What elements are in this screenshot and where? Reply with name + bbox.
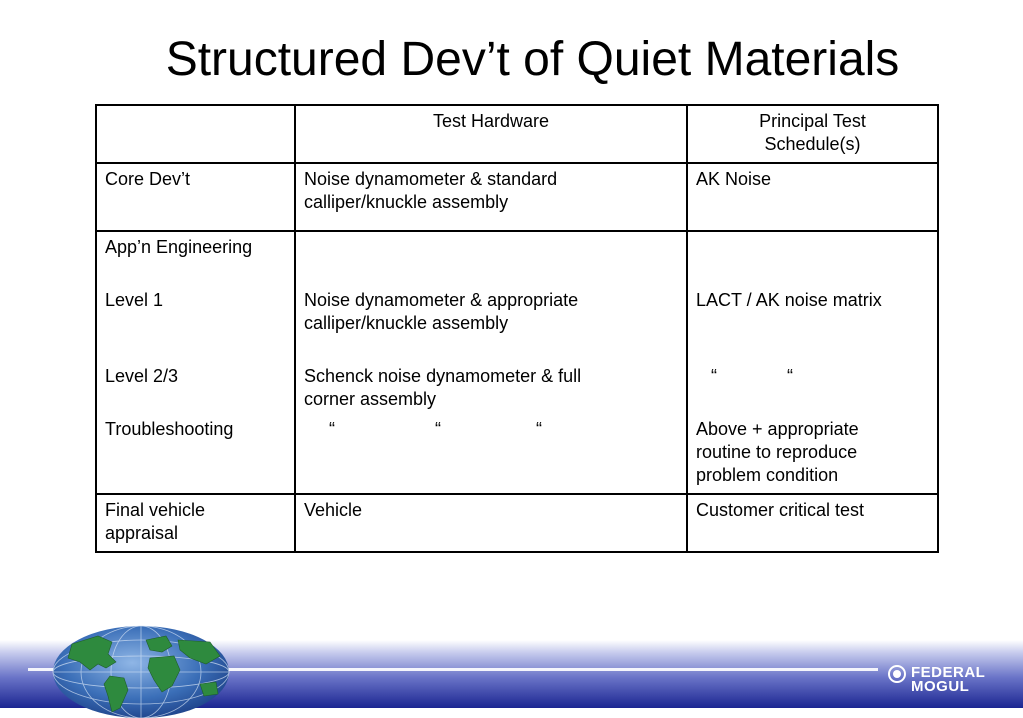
schedule-level-1: LACT / AK noise matrix: [696, 290, 882, 310]
header-schedule-label: Principal Test Schedule(s): [759, 111, 866, 154]
cell-stage: [96, 163, 295, 231]
hardware-level-1: Noise dynamometer & appropriate calliper/knuckle assembly: [304, 290, 579, 333]
schedule-text: Customer critical test: [696, 500, 865, 520]
schedule-level-2-3: “ “: [696, 366, 794, 386]
cell-schedule: [687, 163, 938, 231]
stage-label: App’n Engineering: [105, 237, 253, 257]
stage-label: Core Dev’t: [105, 169, 191, 189]
stage-troubleshooting: Troubleshooting: [105, 419, 234, 439]
hardware-level-2-3: Schenck noise dynamometer & full corner assembly: [304, 366, 582, 409]
table-header-row: [96, 105, 938, 163]
table-row-final-vehicle: [96, 494, 938, 552]
schedule-text: AK Noise: [696, 169, 772, 189]
cell-stage: [96, 231, 295, 494]
cell-stage: [96, 494, 295, 552]
globe-icon: [50, 622, 232, 718]
stage-level-2-3: Level 2/3: [105, 366, 179, 386]
logo-line-2: MOGUL: [911, 678, 970, 695]
header-cell-principal-schedule: [687, 105, 938, 163]
hardware-text: Vehicle: [304, 500, 363, 520]
table-row-appn-engineering: [96, 231, 938, 494]
cell-schedule: [687, 494, 938, 552]
federal-mogul-logo: [888, 662, 1013, 698]
hardware-troubleshooting: “ “ “: [304, 419, 543, 439]
logo-line-1: FEDERAL: [911, 664, 986, 681]
cell-hardware: [295, 494, 687, 552]
slide-title: Structured Dev’t of Quiet Materials: [165, 33, 900, 86]
stage-level-1: Level 1: [105, 290, 164, 310]
cell-hardware: [295, 231, 687, 494]
header-cell-blank: [96, 105, 295, 163]
schedule-troubleshooting: Above + appropriate routine to reproduce problem condition: [696, 419, 859, 485]
table-row-core-devt: [96, 163, 938, 231]
hardware-text: Noise dynamometer & standard calliper/knuckle assembly: [304, 169, 558, 212]
cell-schedule: [687, 231, 938, 494]
stage-label: Final vehicle appraisal: [105, 500, 206, 543]
logo-mark-icon: [888, 665, 906, 683]
schedule-table: [95, 104, 939, 553]
cell-hardware: [295, 163, 687, 231]
header-cell-test-hardware: Test Hardware: [295, 105, 687, 163]
